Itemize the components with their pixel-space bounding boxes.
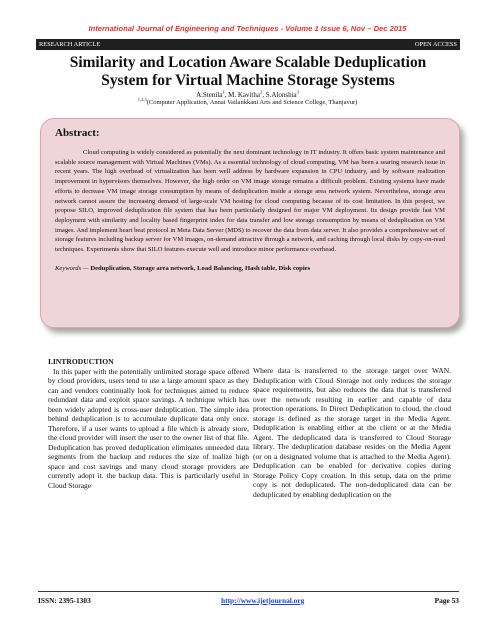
footer-divider	[38, 591, 459, 592]
authors	[0, 91, 495, 99]
introduction-heading: I.INTRODUCTION	[48, 357, 114, 366]
author-3: , S.Alonshia	[262, 91, 297, 99]
introduction-right-text: Where data is transferred to the storage target over WAN. Deduplication with Cloud Storage not only reduces the storage space requirements, but also reduces the data that is transferred over the network resulting in earlier and capable of data protection operations. In Direct Deduplication to cloud, the cloud storage is defined as the storage target in the Media Agent. Deduplication is enabling either at the client or at the Media Agent. The deduplicated data is transferred to Cloud Storage library. The deduplication database resides on the Media Agent (or on a designated volume that is attached to the Media Agent). Deduplication can be enabled for derivative copies during Storage Policy Copy creation. In this setup, data on the prime copy is not deduplicated. The non-deduplicated data can be deduplicated by enabling deduplication on the	[253, 366, 451, 499]
article-type-bar	[36, 39, 460, 50]
author-2-sup: 2	[259, 89, 263, 95]
page-number: Page 53	[434, 596, 459, 605]
keywords	[55, 264, 445, 273]
left-column	[48, 357, 249, 490]
journal-link[interactable]: http://www.ijetjournal.org	[221, 596, 305, 605]
open-access-label: OPEN ACCESS	[414, 41, 457, 48]
affiliation	[0, 96, 495, 107]
affiliation-sup: 1,2,3	[137, 96, 147, 102]
keywords-label: Keywords —	[55, 264, 89, 272]
author-1-sup: 1	[222, 89, 225, 95]
right-column	[253, 366, 451, 499]
title-line-2: System for Virtual Machine Storage Systems	[101, 72, 395, 89]
research-article-label: RESEARCH ARTICLE	[39, 41, 101, 48]
abstract-heading: Abstract:	[55, 127, 100, 139]
affiliation-text: (Computer Application, Annai Vailankkani Arts and Science College, Thanjavur)	[146, 99, 358, 106]
keywords-list: Deduplication, Storage area network, Load Balancing, Hash table, Disk copies	[90, 264, 311, 272]
author-1: A.Stenila	[196, 91, 223, 99]
title-line-1: Similarity and Location Aware Scalable Deduplication	[69, 54, 427, 71]
footer	[38, 596, 459, 605]
author-3-sup: 3	[296, 89, 299, 95]
issn: ISSN: 2395-1303	[38, 596, 91, 605]
abstract-text: Cloud computing is widely considered as potentially the next dominant technology in IT industry. It offers basic system maintenance and scalable source management with Virtual Machines (VMs). As a essential technology of cloud computing, VM has been a searing research issue in recent years. The high overhead of virtualization has been well address by hardware expansion in CPU industry, and by software realization improvement in hypervisors themselves. However, the high order on VM image storage remains a difficult problem. Existing systems have made efforts to decrease VM image storage consumption by means of deduplication inside a storage area network system. Nevertheless, storage area network cannot assure the increasing demand of large-scale VM hosting for cloud computing because of its cost limitation. In this project, we propose SILO, improved deduplication file system that has been particularly designed for major VM deployment. Its design provide fast VM deployment with similarity and locality based fingerprint index for data transfer and low storage consumption by means of deduplication on VM images. And implement heart beat protocol in Meta Data Server (MDS) to recover the data from data server. It also provides a comprehensive set of storage features including backup server for VM images, on-demand attractive through a network, and caching through local disks by copy-on-read techniques. Experiments show that SILO features execute well and introduce minor performance overhead.	[55, 149, 445, 254]
abstract-box	[40, 118, 460, 328]
journal-header: International Journal of Engineering and Techniques - Volume 1 Issue 6, Nov – Dec 2015	[88, 24, 407, 33]
paper-title	[30, 54, 466, 90]
author-2: , M. Kavitha	[224, 91, 260, 99]
introduction-left-text: In this paper with the potentially unlimited storage space offered by cloud providers, users tend to use a large amount space as they can and vendors continually look for techniques aimed to reduce redundant data and exploit space savings. A technique which has been widely adopted is cross-user deduplication. The simple idea behind deduplication is to accumulate duplicate data only once. Therefore, if a user wants to upload a file which is already store, the cloud provider will insert the user to the owner list of that file. Deduplication has proved deduplication eliminates unneeded data segments from the backup and reduces the size of toalize high space and cost savings and many cloud storage providers are currently adopt it. the backup data. This is particularly useful in Cloud Storage	[48, 366, 249, 490]
